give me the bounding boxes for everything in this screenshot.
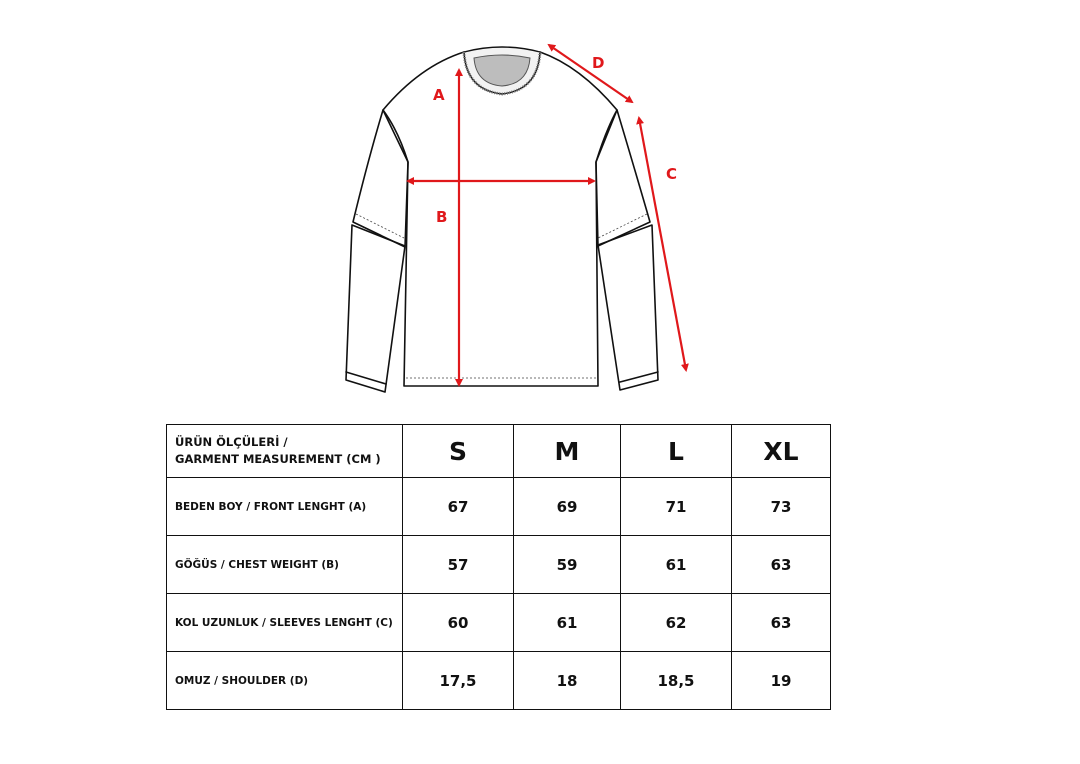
table-header-row <box>167 425 831 478</box>
shirt-body <box>383 52 617 386</box>
long-sleeve-right <box>598 225 658 390</box>
marker-a: A <box>433 86 445 104</box>
collar <box>464 47 540 94</box>
shoulder-arrow <box>549 45 632 102</box>
marker-c: C <box>666 165 678 183</box>
table-cell: 62 <box>621 594 732 652</box>
row-label: GÖĞÜS / CHEST WEIGHT (B) <box>167 536 403 594</box>
table-cell: 18 <box>514 652 621 710</box>
table-cell: 59 <box>514 536 621 594</box>
table-cell: 57 <box>403 536 514 594</box>
table-cell: 60 <box>403 594 514 652</box>
table-cell: 67 <box>403 478 514 536</box>
size-header-s: S <box>403 425 514 478</box>
table-row-shoulder <box>167 652 831 710</box>
table-cell: 63 <box>732 536 831 594</box>
header-label-line-1: ÜRÜN ÖLÇÜLERİ / <box>175 435 288 449</box>
table-header-label <box>167 425 403 478</box>
sleeve-length-arrow <box>639 118 686 370</box>
table-cell: 17,5 <box>403 652 514 710</box>
marker-b: B <box>436 208 448 226</box>
short-sleeve-left <box>353 110 408 247</box>
table-cell: 19 <box>732 652 831 710</box>
table-cell: 69 <box>514 478 621 536</box>
row-label: OMUZ / SHOULDER (D) <box>167 652 403 710</box>
table-cell: 18,5 <box>621 652 732 710</box>
table-row-chest <box>167 536 831 594</box>
table-cell: 61 <box>621 536 732 594</box>
table-cell: 71 <box>621 478 732 536</box>
table-cell: 61 <box>514 594 621 652</box>
long-sleeve-left <box>346 225 405 392</box>
table-cell: 73 <box>732 478 831 536</box>
size-header-xl: XL <box>732 425 831 478</box>
table-row-front-length <box>167 478 831 536</box>
header-label-line-2: GARMENT MEASUREMENT (CM ) <box>175 452 381 466</box>
table-row-sleeve-length <box>167 594 831 652</box>
row-label: BEDEN BOY / FRONT LENGHT (A) <box>167 478 403 536</box>
row-label: KOL UZUNLUK / SLEEVES LENGHT (C) <box>167 594 403 652</box>
size-header-l: L <box>621 425 732 478</box>
size-header-m: M <box>514 425 621 478</box>
size-chart-table <box>166 424 831 710</box>
marker-d: D <box>592 54 605 72</box>
table-cell: 63 <box>732 594 831 652</box>
